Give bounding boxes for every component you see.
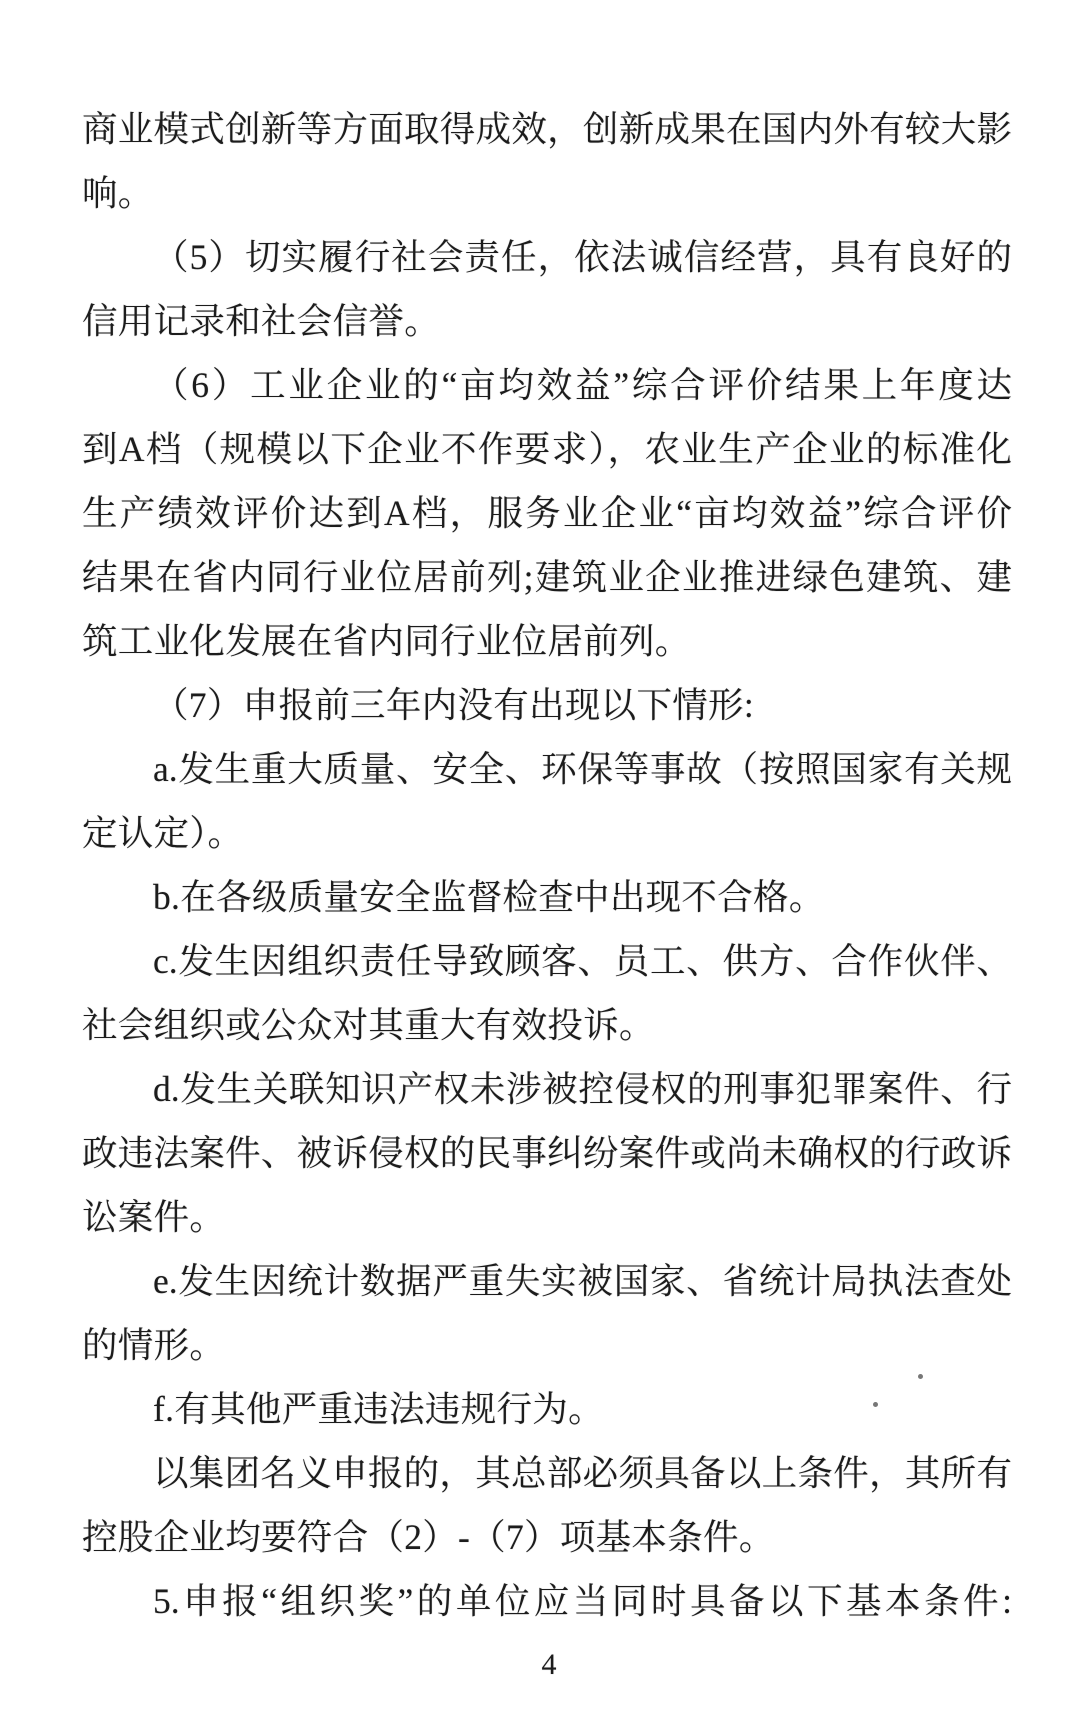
text-line: 以集团名义申报的，其总部必须具备以上条件，其所有 (153, 1453, 1012, 1493)
text-line: 的情形。 (82, 1325, 226, 1365)
text-line: 响。 (82, 173, 154, 213)
text-line: 生产绩效评价达到A档，服务业企业“亩均效益”综合评价 (82, 493, 1012, 533)
text-line: c.发生因组织责任导致顾客、员工、供方、合作伙伴、 (153, 941, 1012, 981)
text-line: e.发生因统计数据严重失实被国家、省统计局执法查处 (153, 1261, 1012, 1301)
text-line: 5.申报“组织奖”的单位应当同时具备以下基本条件: (153, 1581, 1012, 1621)
text-line: 控股企业均要符合（2）-（7）项基本条件。 (82, 1517, 775, 1557)
scan-speck (918, 1374, 923, 1379)
text-line: 筑工业化发展在省内同行业位居前列。 (82, 621, 691, 661)
text-line: 信用记录和社会信誉。 (82, 301, 441, 341)
text-line: 结果在省内同行业位居前列;建筑业企业推进绿色建筑、建 (82, 557, 1012, 597)
page-number: 4 (541, 1648, 557, 1681)
text-line: d.发生关联知识产权未涉被控侵权的刑事犯罪案件、行 (153, 1069, 1012, 1109)
text-line: 讼案件。 (82, 1197, 226, 1237)
text-line: （7）申报前三年内没有出现以下情形: (153, 685, 755, 725)
text-line: 定认定）。 (82, 813, 244, 853)
text-line: 政违法案件、被诉侵权的民事纠纷案件或尚未确权的行政诉 (82, 1133, 1012, 1173)
text-line: 社会组织或公众对其重大有效投诉。 (82, 1005, 655, 1045)
text-line: f.有其他严重违法违规行为。 (153, 1389, 604, 1429)
text-line: b.在各级质量安全监督检查中出现不合格。 (153, 877, 825, 917)
scan-speck (873, 1402, 878, 1407)
text-line: （6）工业企业的“亩均效益”综合评价结果上年度达 (153, 365, 1012, 405)
text-line: 到A档（规模以下企业不作要求），农业生产企业的标准化 (82, 429, 1012, 469)
text-line: 商业模式创新等方面取得成效，创新成果在国内外有较大影 (82, 109, 1012, 149)
text-line: a.发生重大质量、安全、环保等事故（按照国家有关规 (153, 749, 1012, 789)
text-line: （5）切实履行社会责任，依法诚信经营，具有良好的 (153, 237, 1012, 277)
